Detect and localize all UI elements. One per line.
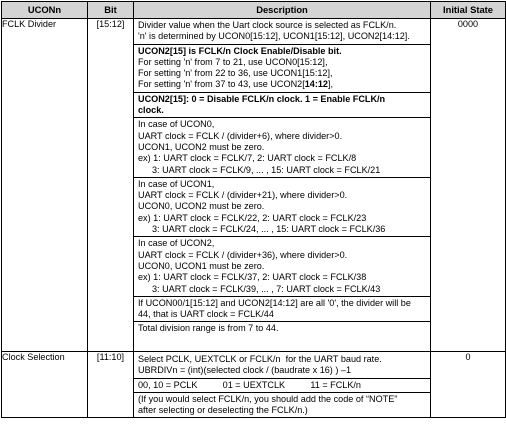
desc-paragraph: Divider value when the Uart clock source is selected as FCLK/n. 'n' is determined by UCON0[15:12], UCON1[15:12], UCON2[14:12].	[138, 20, 410, 42]
desc-paragraph: UCON2[15] is FCLK/n Clock Enable/Disable bit. For setting 'n' from 7 to 21, use UCON0[15:12], For setting 'n' from 22 to 36, use UCON1[15:12], For setting 'n' from 37 to 43, use UCON2[14:12],	[134, 44, 430, 92]
field-bit: [11:10]	[88, 352, 134, 418]
field-name: Clock Selection	[2, 352, 88, 418]
header-initial-state: Initial State	[431, 2, 506, 19]
desc-paragraph: In case of UCON0, UART clock = FCLK / (divider+6), where divider>0. UCON1, UCON2 must be zero. ex) 1: UART clock = FCLK/7, 2: UART clock = FCLK/8 3: UART clock = FCLK/9, ... , 15: UART clock = FCLK/21	[134, 117, 430, 176]
desc-paragraph: Total division range is from 7 to 44.	[134, 321, 430, 335]
header-bit: Bit	[88, 2, 134, 19]
field-name: FCLK Divider	[2, 19, 88, 352]
desc-paragraph: If UCON00/1[15:12] and UCON2[14:12] are all '0', the divider will be 44, that is UART clock = FCLK/44	[134, 296, 430, 322]
desc-paragraph: 00, 10 = PCLK 01 = UEXTCLK 11 = FCLK/n	[134, 378, 430, 392]
header-uconn: UCONn	[2, 2, 88, 19]
table-row	[2, 352, 506, 418]
field-description	[134, 352, 431, 418]
field-bit: [15:12]	[88, 19, 134, 352]
table-row	[2, 19, 506, 352]
header-description: Description	[134, 2, 431, 19]
desc-paragraph: Select PCLK, UEXTCLK or FCLK/n for the UART baud rate. UBRDIVn = (int)(selected clock / (baudrate x 16) ) –1	[138, 354, 382, 376]
field-description	[134, 19, 431, 352]
desc-paragraph: In case of UCON1, UART clock = FCLK / (divider+21), where divider>0. UCON0, UCON2 must be zero. ex) 1: UART clock = FCLK/22, 2: UART clock = FCLK/23 3: UART clock = FCLK/24, ... , 15: UART clock = FCLK/36	[134, 177, 430, 236]
desc-paragraph: In case of UCON2, UART clock = FCLK / (divider+36), where divider>0. UCON0, UCON1 must be zero. ex) 1: UART clock = FCLK/37, 2: UART clock = FCLK/38 3: UART clock = FCLK/39, ... , 7: UART clock = FCLK/43	[134, 236, 430, 295]
field-initial-state: 0000	[431, 19, 506, 352]
desc-paragraph: (If you would select FCLK/n, you should add the code of “NOTE” after selecting or deselecting the FCLK/n.)	[134, 392, 430, 418]
register-table	[1, 1, 506, 418]
desc-paragraph: UCON2[15]: 0 = Disable FCLK/n clock. 1 = Enable FCLK/n clock.	[134, 92, 430, 118]
field-initial-state: 0	[431, 352, 506, 418]
header-row	[2, 2, 506, 19]
